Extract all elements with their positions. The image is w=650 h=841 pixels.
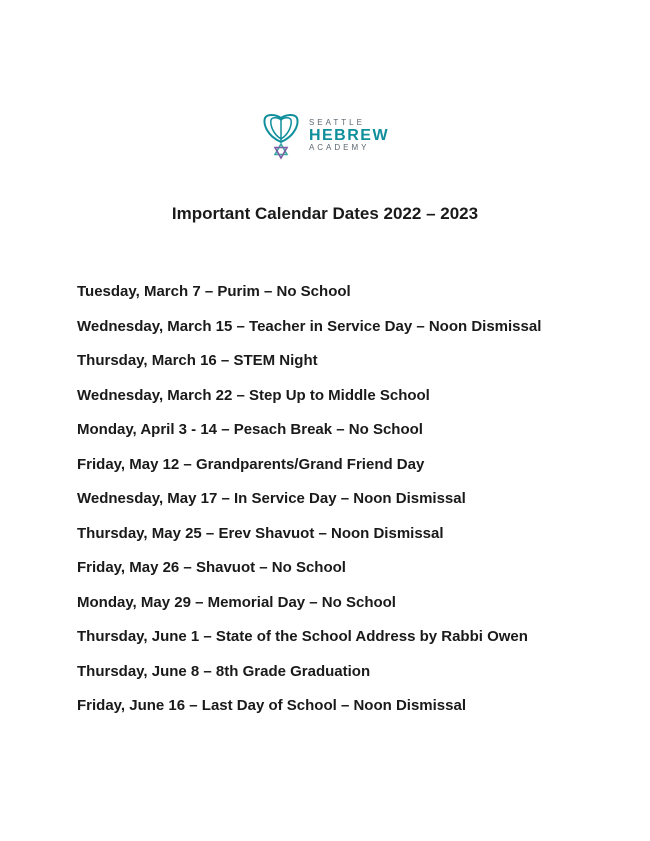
page-title: Important Calendar Dates 2022 – 2023 (171, 204, 479, 223)
open-book-star-icon (261, 112, 301, 160)
logo-line-seattle: SEATTLE (308, 118, 365, 128)
calendar-event-item: Thursday, May 25 – Erev Shavuot – Noon Dismissal (77, 524, 444, 542)
calendar-event-item: Tuesday, March 7 – Purim – No School (77, 283, 351, 300)
calendar-events-list (77, 280, 580, 718)
logo-line-hebrew: HEBREW (308, 126, 390, 144)
calendar-event-item: Wednesday, March 15 – Teacher in Service Day – Noon Dismissal (77, 317, 542, 335)
calendar-event-item: Friday, May 12 – Grandparents/Grand Friend Day (77, 455, 425, 473)
calendar-event-item: Thursday, March 16 – STEM Night (77, 352, 318, 369)
logo-line-academy: ACADEMY (308, 143, 370, 153)
calendar-event-item: Friday, May 26 – Shavuot – No School (77, 559, 346, 576)
school-logo-text (309, 119, 389, 153)
calendar-event-item: Friday, June 16 – Last Day of School – Noon Dismissal (77, 697, 467, 714)
calendar-event-item: Monday, April 3 - 14 – Pesach Break – No School (77, 421, 423, 438)
school-logo (0, 110, 650, 162)
calendar-event-item: Wednesday, May 17 – In Service Day – Noon Dismissal (77, 490, 466, 507)
calendar-event-item: Wednesday, March 22 – Step Up to Middle School (77, 386, 430, 404)
calendar-event-item: Monday, May 29 – Memorial Day – No School (77, 593, 396, 611)
calendar-event-item: Thursday, June 8 – 8th Grade Graduation (77, 662, 371, 680)
calendar-event-item: Thursday, June 1 – State of the School Address by Rabbi Owen (77, 628, 528, 645)
